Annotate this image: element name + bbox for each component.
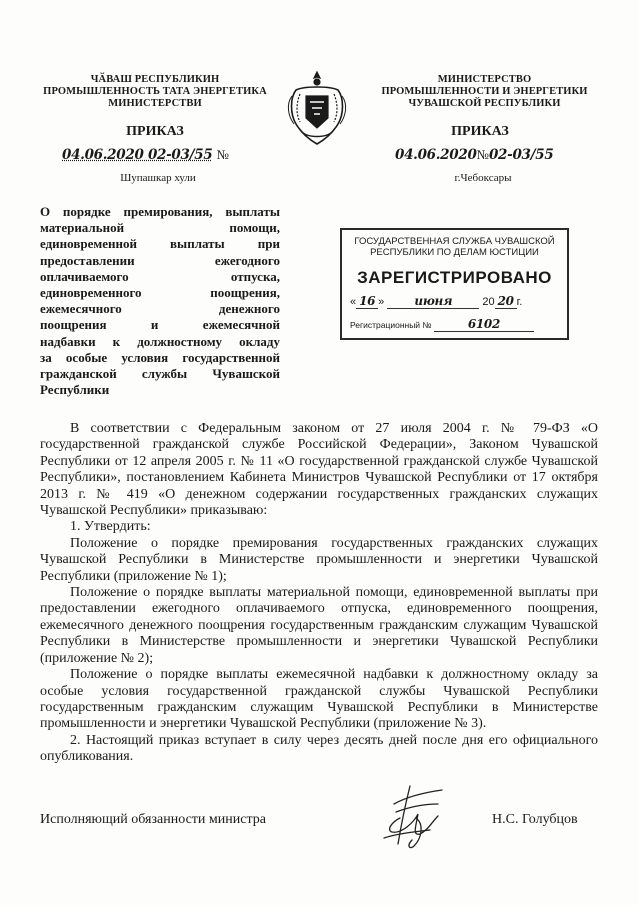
- number-sign-left: №: [216, 147, 229, 162]
- body-paragraph-4: Положение о порядке выплаты материальной помощи, единовременной выплаты при предоставлении ежегодного оплачиваемого отпуска, единовременного поощрения, ежемесячного денежного поощрения государственным гражданским служащим Чувашской Республики в Министерстве промышленности и энергетики Чувашской Республики (приложение № 2);: [40, 585, 598, 666]
- header-right-line-3: ЧУВАШСКОЙ РЕСПУБЛИКИ: [408, 98, 561, 109]
- stamp-line-2: РЕСПУБЛИКИ ПО ДЕЛАМ ЮСТИЦИИ: [370, 247, 539, 258]
- signatory-position: Исполняющий обязанности министра: [40, 812, 266, 827]
- body-paragraph-5: Положение о порядке выплаты ежемесячной надбавки к должностному окладу за особые условия государственной гражданской службы Чувашской Республики государственным гражданским служащим Чувашской Республики в Министерстве промышленности и энергетики Чувашской Республики (приложение № 3).: [40, 667, 598, 732]
- stamp-month: июня: [387, 294, 479, 309]
- place-left: Шупашкар хули: [120, 172, 196, 184]
- stamp-day: 16: [356, 294, 378, 309]
- stamp-quote-open: «: [350, 296, 357, 308]
- document-title: [40, 204, 280, 398]
- title-line-3: единовременной выплаты при: [40, 236, 280, 252]
- place-right: г.Чебоксары: [454, 172, 512, 184]
- header-left-line-3: МИНИСТЕРСТВИ: [108, 98, 202, 109]
- body-paragraph-2: 1. Утвердить:: [70, 519, 151, 535]
- handwritten-date-number-left: 04.06.2020 02-03/55: [62, 147, 213, 163]
- stamp-reg-number: 6102: [434, 317, 534, 332]
- order-label-left: ПРИКАЗ: [126, 124, 184, 139]
- header-left-line-1: ЧӐВАШ РЕСПУБЛИКИН: [90, 74, 220, 85]
- stamp-authority: [342, 236, 567, 258]
- body-paragraph-3: Положение о порядке премирования государственных гражданских служащих Чувашской Республики в Министерстве промышленности и энергетики Чувашской Республики (приложение № 1);: [40, 535, 598, 584]
- header-right-line-1: МИНИСТЕРСТВО: [437, 74, 532, 85]
- stamp-year-suffix: 20: [495, 294, 517, 309]
- stamp-registered: ЗАРЕГИСТРИРОВАНО: [357, 268, 552, 287]
- title-line-1: О порядке премирования, выплаты: [40, 204, 280, 219]
- document-body: [40, 421, 598, 766]
- body-paragraph-6: 2. Настоящий приказ вступает в силу через десять дней после дня его официального опубликования.: [40, 732, 598, 765]
- stamp-reg-label: Регистрационный №: [350, 320, 432, 330]
- stamp-year-prefix: 20: [482, 296, 495, 308]
- header-left-block: [40, 74, 270, 110]
- handwritten-signature: [372, 782, 452, 852]
- registration-stamp: [340, 228, 569, 340]
- title-line-5: оплачиваемого отпуска,: [40, 268, 280, 284]
- order-date-number-left: [62, 146, 262, 164]
- title-line-2: материальной помощи,: [40, 220, 280, 236]
- header-right-block: [372, 74, 597, 110]
- title-line-8: поощрения и ежемесячной: [40, 317, 280, 333]
- title-line-4: предоставлении ежегодного: [40, 252, 280, 268]
- order-date-number-right: [395, 146, 595, 164]
- title-line-10: за особые условия государственной: [40, 349, 280, 365]
- order-label-right: ПРИКАЗ: [451, 124, 509, 139]
- stamp-quote-close: »: [378, 296, 385, 308]
- title-line-12: Республики: [40, 382, 110, 398]
- signatory-name: Н.С. Голубцов: [492, 812, 578, 827]
- title-line-6: единовременного поощрения,: [40, 285, 280, 301]
- header-left-line-2: ПРОМЫШЛЕННОСТЬ ТАТА ЭНЕРГЕТИКА: [43, 86, 267, 97]
- handwritten-number-right: 02-03/55: [488, 147, 554, 163]
- stamp-reg-row: [342, 317, 567, 332]
- header-right-line-2: ПРОМЫШЛЕННОСТИ И ЭНЕРГЕТИКИ: [381, 86, 588, 97]
- handwritten-date-right: 04.06.2020: [395, 147, 477, 163]
- title-line-11: гражданской службы Чувашской: [40, 366, 280, 382]
- number-sign-right: №: [476, 147, 489, 162]
- title-line-7: ежемесячного денежного: [40, 301, 280, 317]
- stamp-line-1: ГОСУДАРСТВЕННАЯ СЛУЖБА ЧУВАШСКОЙ: [354, 236, 555, 247]
- stamp-year-unit: г.: [516, 296, 523, 308]
- coat-of-arms-emblem: [282, 68, 352, 148]
- body-paragraph-1: В соответствии с Федеральным законом от 27 июля 2004 г. № 79-ФЗ «О государственной гражданской службе Российской Федерации», Законом Чувашской Республики от 12 апреля 2005 г. № 11 «О государственной гражданской службе Чувашской Республики», постановлением Кабинета Министров Чувашской Республики от 17 октября 2013 г. № 419 «О денежном содержании государственных гражданских служащих Чувашской Республики» приказываю:: [40, 421, 598, 519]
- stamp-date-row: [342, 294, 567, 309]
- title-line-9: надбавки к должностному окладу: [40, 333, 280, 349]
